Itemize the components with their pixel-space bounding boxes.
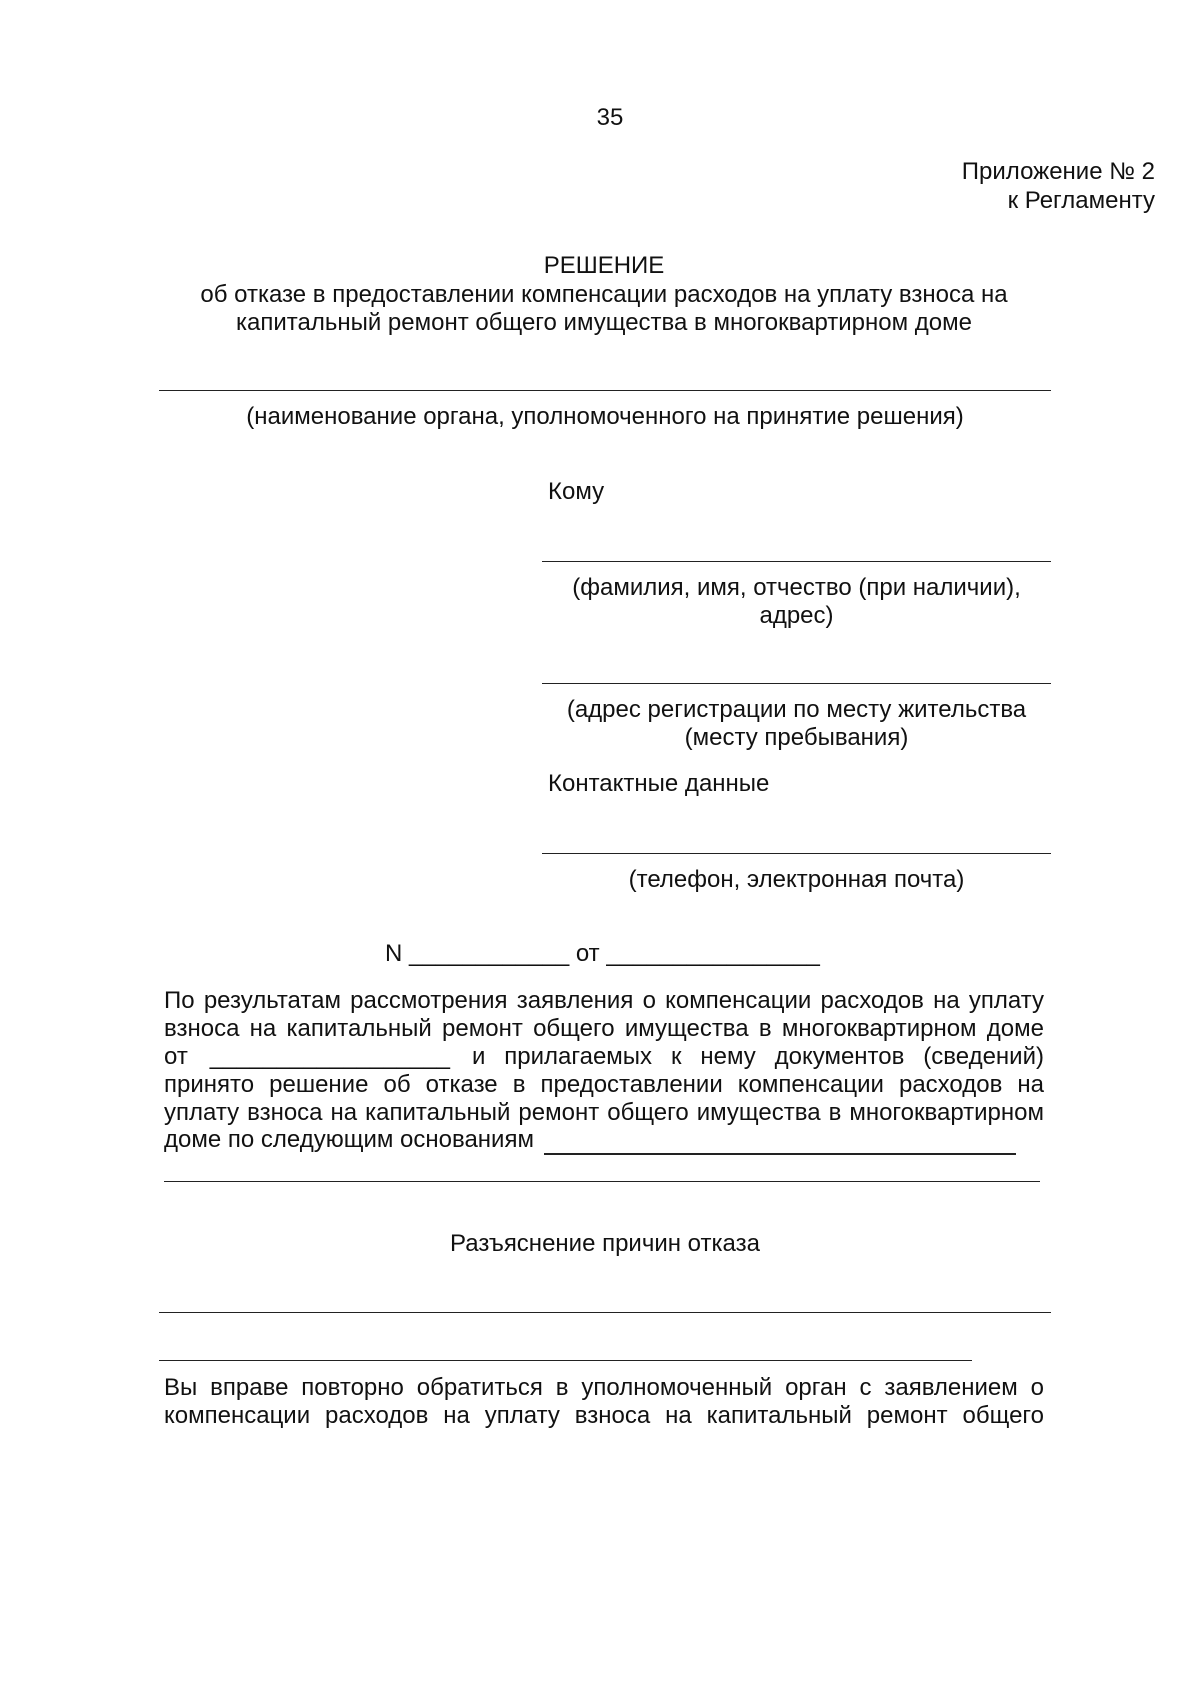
authority-caption: (наименование органа, уполномоченного на принятие решения): [246, 403, 964, 430]
contacts-label: Контактные данные: [548, 770, 770, 797]
grounds-field-continuation[interactable]: [164, 1181, 1040, 1182]
contacts-field[interactable]: [542, 853, 1051, 854]
document-heading: РЕШЕНИЕ: [543, 252, 665, 279]
explanation-field-line-2[interactable]: [159, 1360, 972, 1361]
explanation-label: Разъяснение причин отказа: [450, 1230, 760, 1257]
date-from-label: от: [575, 940, 600, 967]
number-label: N: [385, 940, 403, 967]
explanation-field-line-1[interactable]: [159, 1312, 1051, 1313]
body-line-5: уплату взноса на капитальный ремонт общего имущества в многоквартирном: [164, 1099, 1044, 1126]
footer-line-2: компенсации расходов на уплату взноса на капитальный ремонт общего: [164, 1402, 1044, 1429]
body-line-3: [164, 1042, 1044, 1071]
body-line-1: По результатам рассмотрения заявления о компенсации расходов на уплату: [164, 987, 1044, 1014]
recipient-name-field[interactable]: [542, 561, 1051, 562]
document-subtitle-line-1: об отказе в предоставлении компенсации расходов на уплату взноса на: [200, 281, 1008, 308]
application-date-blank-field[interactable]: __________________: [209, 1043, 451, 1070]
authority-name-field[interactable]: [159, 390, 1051, 391]
appendix-line-2: к Регламенту: [1007, 187, 1155, 214]
body-line-4: принято решение об отказе в предоставлении компенсации расходов на: [164, 1071, 1044, 1098]
body-from-label: от: [164, 1043, 188, 1070]
body-line-3-rest: и прилагаемых к нему документов (сведений): [471, 1043, 1044, 1070]
footer-line-1: Вы вправе повторно обратиться в уполномоченный орган с заявлением о: [164, 1374, 1044, 1401]
body-line-2: взноса на капитальный ремонт общего имущества в многоквартирном доме: [164, 1015, 1044, 1042]
page-number: 35: [596, 104, 624, 131]
decision-number-line: [385, 940, 820, 968]
number-blank-field[interactable]: ____________: [409, 940, 570, 967]
grounds-field[interactable]: [544, 1153, 1016, 1155]
recipient-label: Кому: [548, 478, 605, 505]
date-blank-field[interactable]: ________________: [606, 940, 820, 967]
recipient-address-caption-line-1: (адрес регистрации по месту жительства: [566, 696, 1027, 723]
recipient-name-caption-line-1: (фамилия, имя, отчество (при наличии),: [572, 574, 1021, 601]
recipient-address-caption-line-2: (месту пребывания): [684, 724, 909, 751]
recipient-address-field[interactable]: [542, 683, 1051, 684]
document-subtitle-line-2: капитальный ремонт общего имущества в многоквартирном доме: [236, 309, 972, 336]
contacts-caption: (телефон, электронная почта): [628, 866, 965, 893]
body-line-6: доме по следующим основаниям: [164, 1126, 534, 1153]
appendix-line-1: Приложение № 2: [961, 158, 1155, 185]
recipient-name-caption-line-2: адрес): [759, 602, 834, 629]
